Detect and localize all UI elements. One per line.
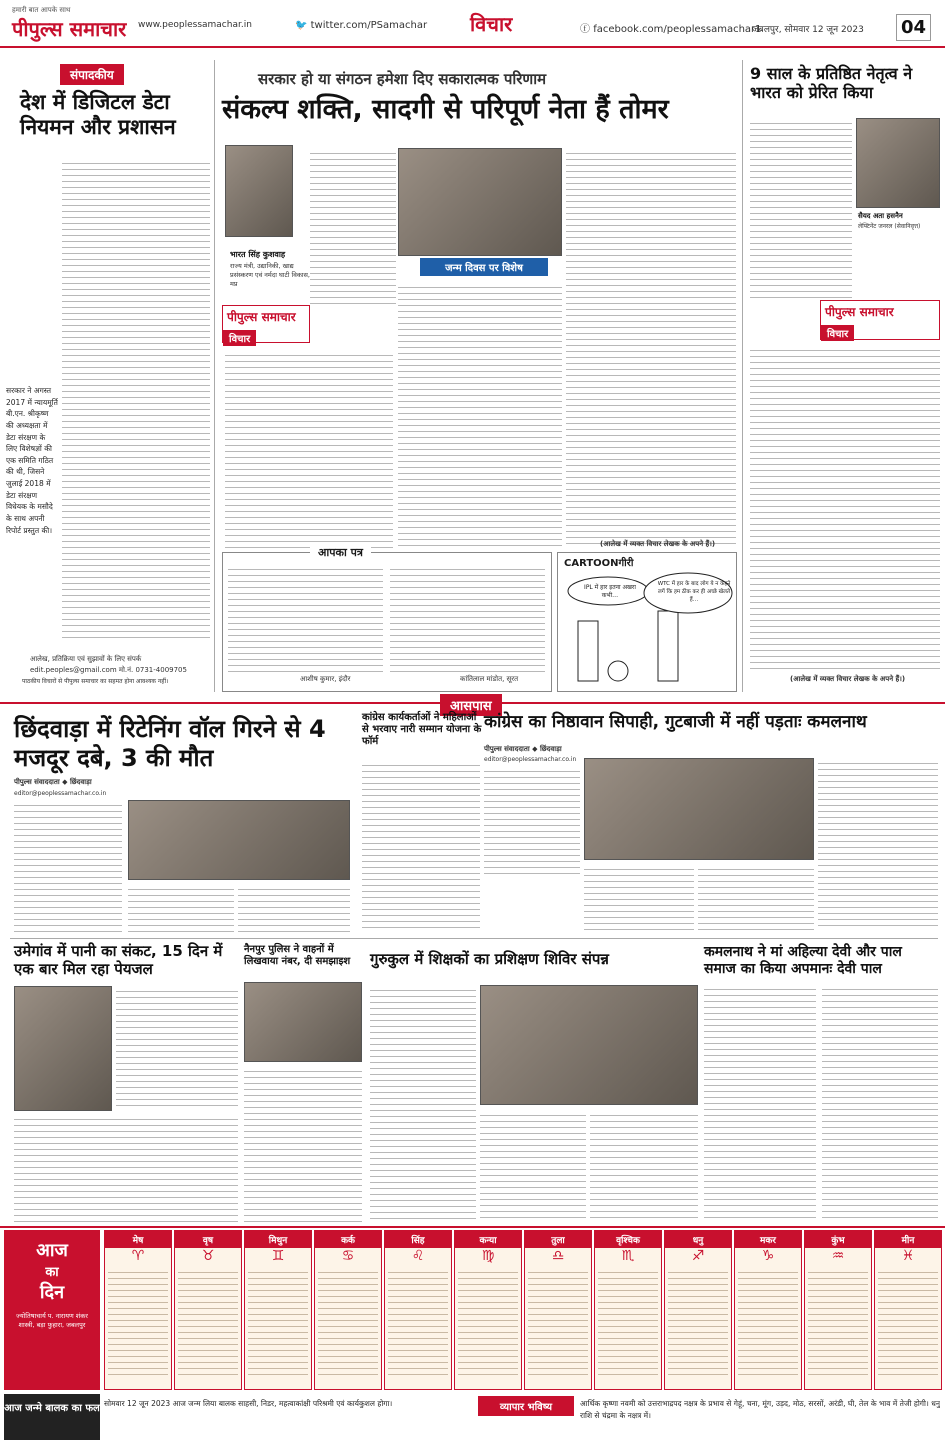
water-crisis-photo [14, 986, 112, 1111]
editorial-body [62, 158, 210, 642]
rashi-card [524, 1230, 592, 1390]
rashi-name: वृष [175, 1231, 241, 1248]
tomar-photo [398, 148, 562, 256]
story6-body-col1 [370, 985, 476, 1222]
main-footer-note: (आलेख में व्यक्त विचार लेखक के अपने हैं।) [600, 540, 716, 548]
kamalnath-event-photo [584, 758, 814, 860]
page-number: 04 [896, 14, 931, 41]
rashi-card [804, 1230, 872, 1390]
rashi-name: कुंभ [805, 1231, 871, 1248]
twitter-icon: 🐦 [295, 20, 311, 31]
bat-right [658, 611, 678, 681]
editorial-disclaimer: पाठकीय विचारों से पीपुल्स समाचार का सहमत होना आवश्यक नहीं। [22, 678, 169, 685]
logo-tagline: हमारी बात आपके साथ [12, 6, 71, 14]
rashi-prediction [878, 1267, 938, 1379]
right-title: 9 साल के प्रतिष्ठित नेतृत्व ने भारत को प्रेरित किया [750, 64, 913, 103]
row-divider [10, 938, 938, 939]
letter-1-sign: आशीष कुमार, इंदौर [300, 675, 351, 683]
story3-byline-name: पीपुल्स संवाददाता [484, 745, 530, 753]
story5-title: नैनपुर पुलिस ने वाहनों में लिखवाया नंबर, दी समझाइश [244, 944, 351, 967]
rashi-card [174, 1230, 242, 1390]
right-author-role: लेफ्टिनेंट जनरल (सेवानिवृत्त) [858, 223, 921, 230]
story5-body [244, 1066, 362, 1222]
story3-byline: पीपुल्स संवाददाता ◆ छिंदवाड़ा [484, 745, 562, 753]
editorial-contact-label: आलेख, प्रतिक्रिया एवं सुझावों के लिए संपर्क [30, 655, 142, 663]
column-divider [214, 60, 215, 692]
zodiac-sign-icon: ♏ [621, 1248, 635, 1264]
zodiac-sign-icon: ♋ [341, 1248, 355, 1264]
story3-body-col1 [484, 766, 580, 878]
letter-2-sign: कांतिलाल मांडोत, सूरत [460, 675, 519, 683]
right-footer-note: (आलेख में व्यक्त विचार लेखक के अपने हैं।) [790, 675, 906, 683]
story1-body-col2 [128, 884, 234, 932]
main-body-col2 [225, 350, 393, 550]
rashi-card [384, 1230, 452, 1390]
story7-title: कमलनाथ ने मां अहिल्या देवी और पाल समाज का किया अपमानः देवी पाल [704, 944, 902, 977]
cartoon-title: CARTOONगीरी [564, 558, 634, 569]
ka-label: का [45, 1265, 59, 1280]
rashi-name: सिंह [385, 1231, 451, 1248]
rashi-name: कर्क [315, 1231, 381, 1248]
story6-title: गुरुकुल में शिक्षकों का प्रशिक्षण शिविर संपन्न [370, 950, 609, 968]
twitter-handle: twitter.com/PSamachar [310, 20, 428, 31]
horoscope-rule [0, 1226, 945, 1228]
story7-body-col2 [822, 984, 938, 1222]
wall-collapse-photo [128, 800, 350, 880]
rashi-prediction [668, 1267, 728, 1379]
story4-body-col1 [116, 986, 238, 1108]
zodiac-sign-icon: ♊ [271, 1248, 285, 1264]
business-forecast-label: व्यापार भविष्य [478, 1396, 574, 1416]
zodiac-sign-icon: ♒ [831, 1248, 845, 1264]
story1-body-col1 [14, 800, 122, 932]
rashi-card [664, 1230, 732, 1390]
rashi-name: तुला [525, 1231, 591, 1248]
story2-body [362, 760, 480, 932]
training-camp-photo [480, 985, 698, 1105]
letter-2-text [390, 564, 545, 672]
facebook-icon: ⓕ [580, 24, 594, 35]
story6-body-col2 [480, 1110, 586, 1222]
main-kicker: सरकार हो या संगठन हमेशा दिए सकारात्मक परिणाम [258, 70, 547, 88]
bubble-2-text: WTC में हार के बाद लोग ये न कहने लगें कि हम ठीक कर ही अच्छे खेलते हैं… [657, 581, 731, 603]
din-label: दिन [39, 1282, 65, 1303]
right-brand-box [820, 300, 940, 340]
rashi-card [104, 1230, 172, 1390]
aaj-label: आज [36, 1240, 68, 1261]
story3-body-col4 [818, 758, 938, 930]
main-body-col1 [310, 148, 396, 308]
issue-date: जबलपुर, सोमवार 12 जून 2023 [752, 25, 864, 35]
rashi-prediction [808, 1267, 868, 1379]
main-body-col3 [398, 282, 562, 550]
letter-1-text [228, 564, 383, 672]
letters-title: आपका पत्र [310, 545, 371, 560]
rashi-card [244, 1230, 312, 1390]
cartoon-panel [557, 552, 737, 692]
born-today-label: आज जन्मे बालक का फल [4, 1394, 100, 1440]
main-body-col4 [566, 148, 736, 548]
story1-title: छिंदवाड़ा में रिटेनिंग वॉल गिरने से 4 मजदूर दबे, 3 की मौत [14, 715, 326, 772]
editorial-contact-email[interactable]: edit.peoples@gmail.com मो.नं. 0731-4009705 [30, 666, 187, 674]
story3-body-col3 [698, 864, 814, 930]
logo-text: पीपुल्स समाचार [12, 17, 127, 41]
zodiac-sign-icon: ♉ [201, 1248, 215, 1264]
section-title: विचार [470, 12, 513, 36]
zodiac-sign-icon: ♐ [691, 1248, 705, 1264]
right-author: सैयद अता हसनैन [858, 212, 903, 220]
story1-body-col3 [238, 884, 350, 932]
rashi-card [734, 1230, 802, 1390]
rashi-prediction [598, 1267, 658, 1379]
right-body-top [750, 118, 852, 298]
rashi-prediction [458, 1267, 518, 1379]
story1-byline: पीपुल्स संवाददाता ◆ छिंदवाड़ा [14, 778, 92, 786]
rashi-name: मिथुन [245, 1231, 311, 1248]
zodiac-sign-icon: ♓ [901, 1248, 915, 1264]
story7-body-col1 [704, 984, 816, 1222]
brand-box [222, 305, 310, 343]
ball-icon [608, 661, 628, 681]
story3-title: कांग्रेस का निष्ठावान सिपाही, गुटबाजी में नहीं पड़ताः कमलनाथ [484, 712, 867, 732]
brand-name: पीपुल्स समाचार [227, 310, 296, 324]
author-photo [225, 145, 293, 237]
rashi-name: मेष [105, 1231, 171, 1248]
rashi-name: मीन [875, 1231, 941, 1248]
aaspaas-tag: आसपास [440, 694, 502, 716]
rashi-name: धनु [665, 1231, 731, 1248]
rashi-card [314, 1230, 382, 1390]
rashi-prediction [738, 1267, 798, 1379]
zodiac-sign-icon: ♌ [411, 1248, 425, 1264]
bubble-1-text: IPL में हार इतना अखरा कभी… [584, 584, 636, 599]
business-forecast-text: आर्थिक कृष्णा नवमी को उत्तराभाद्रपद नक्षत्र के प्रभाव से गेहूं, चना, मूंग, उड़द, मोठ, सरसों, अरंडी, घी, तेल के भाव में तेजी होगी। धनु राशि से चंद्रमा के नक्षत्र में। [580, 1399, 940, 1420]
story1-place: छिंदवाड़ा [69, 778, 92, 786]
story3-body-col2 [584, 864, 694, 930]
rashi-prediction [318, 1267, 378, 1379]
zodiac-sign-icon: ♈ [131, 1248, 145, 1264]
story1-byline-name: पीपुल्स संवाददाता [14, 778, 60, 786]
right-brand-tag: विचार [821, 325, 854, 341]
editorial-tag: संपादकीय [60, 64, 124, 85]
hasnain-photo [856, 118, 940, 208]
editorial-title: देश में डिजिटल डेटा नियमन और प्रशासन [20, 90, 176, 140]
rashi-prediction [388, 1267, 448, 1379]
column-divider [742, 60, 743, 692]
rashi-prediction [248, 1267, 308, 1379]
main-title: संकल्प शक्ति, सादगी से परिपूर्ण नेता हैं तोमर [222, 94, 669, 125]
rashi-name: कन्या [455, 1231, 521, 1248]
website-link[interactable]: www.peoplessamachar.in [138, 20, 252, 30]
zodiac-sign-icon: ♍ [481, 1248, 495, 1264]
zodiac-sign-icon: ♎ [551, 1248, 565, 1264]
zodiac-sign-icon: ♑ [761, 1248, 775, 1264]
editorial-pullquote: सरकार ने अगस्त 2017 में न्यायमूर्ति बी.एन. श्रीकृष्ण की अध्यक्षता में डेटा संरक्षण के लिए विशेषज्ञों की एक समिति गठित की थी, जिसने जुलाई 2018 में डेटा संरक्षण विधेयक के मसौदे के साथ अपनी रिपोर्ट प्रस्तुत की। [6, 386, 58, 535]
rashi-name: वृश्चिक [595, 1231, 661, 1248]
right-body [750, 345, 940, 670]
facebook-handle: facebook.com/peoplessamachar1 [593, 24, 762, 35]
story4-title: उमेगांव में पानी का संकट, 15 दिन में एक बार मिल रहा पेयजल [14, 942, 223, 978]
police-photo [244, 982, 362, 1062]
newspaper-logo [12, 6, 126, 42]
main-author: भारत सिंह कुशवाह [230, 250, 286, 259]
rashi-grid [104, 1230, 942, 1390]
rashi-card [874, 1230, 942, 1390]
story6-body-col3 [590, 1110, 698, 1222]
born-today-text: सोमवार 12 जून 2023 आज जन्म लिया बालक साहसी, निडर, महत्वाकांक्षी परिश्रमी एवं कार्यकुशल होगा। [104, 1399, 393, 1408]
story2-title: कांग्रेस कार्यकर्ताओं ने महिलाओं से भरवाए नारी सम्मान योजना के फॉर्म [362, 712, 482, 747]
story4-body-col2 [14, 1114, 238, 1222]
story3-email[interactable]: editor@peoplessamachar.co.in [484, 756, 577, 763]
rashi-name: मकर [735, 1231, 801, 1248]
aaj-ka-din-box [4, 1230, 100, 1390]
bat-left [578, 621, 598, 681]
right-brand-name: पीपुल्स समाचार [825, 305, 894, 319]
rashi-card [594, 1230, 662, 1390]
masthead [0, 0, 945, 48]
facebook-link[interactable] [580, 20, 762, 35]
rashi-card [454, 1230, 522, 1390]
birthday-tag: जन्म दिवस पर विशेष [420, 258, 548, 276]
story1-email[interactable]: editor@peoplessamachar.co.in [14, 790, 107, 797]
astrologer-credit: ज्योतिषाचार्य प. नारायण शंकर शास्त्री, बड़ा फुहारा, जबलपुर [16, 1312, 88, 1330]
twitter-link[interactable] [295, 20, 427, 31]
brand-tag: विचार [223, 330, 256, 346]
rashi-prediction [528, 1267, 588, 1379]
rashi-prediction [108, 1267, 168, 1379]
story3-place: छिंदवाड़ा [539, 745, 562, 753]
rashi-prediction [178, 1267, 238, 1379]
main-author-role: राज्य मंत्री, उद्यानिकी, खाद्य प्रसंस्करण एवं नर्मदा घाटी विकास, मप्र [230, 262, 310, 289]
